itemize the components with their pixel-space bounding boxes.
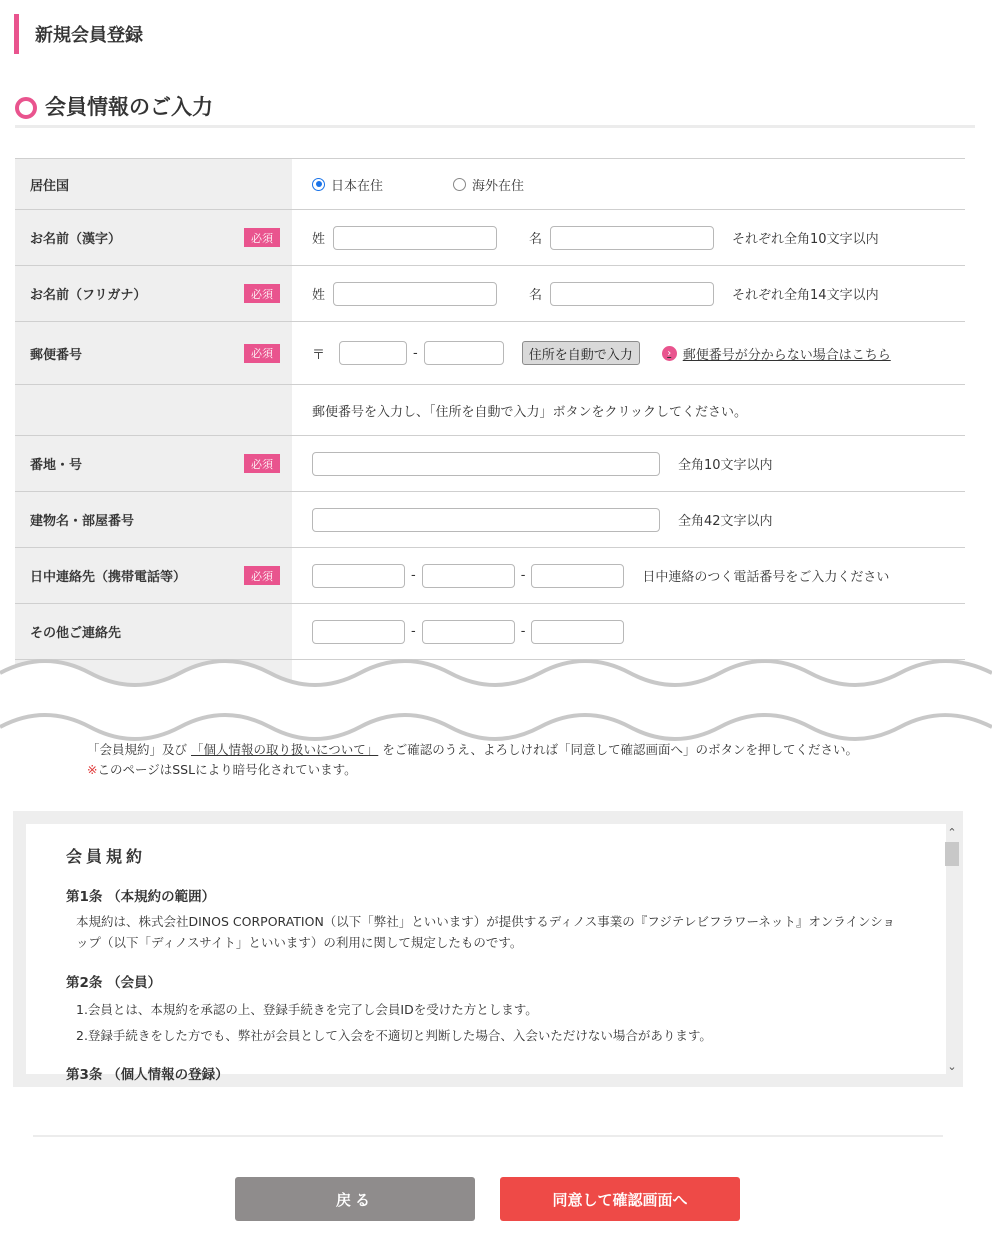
street-input[interactable] xyxy=(312,452,660,476)
row-name-kana: お名前（フリガナ） 必須 姓 名 それぞれ全角14文字以内 xyxy=(15,266,965,322)
required-badge: 必須 xyxy=(244,284,280,303)
daytime-phone-3-input[interactable] xyxy=(531,564,624,588)
chevron-up-icon[interactable]: ⌃ xyxy=(947,825,957,839)
agree-confirm-button[interactable]: 同意して確認画面へ xyxy=(500,1177,740,1221)
terms-title: 会員規約 xyxy=(66,847,147,866)
row-street: 番地・号 必須 全角10文字以内 xyxy=(15,436,965,492)
row-label: 居住国 xyxy=(15,159,292,209)
auto-address-button[interactable]: 住所を自動で入力 xyxy=(522,341,640,365)
required-badge: 必須 xyxy=(244,344,280,363)
back-button[interactable]: 戻る xyxy=(235,1177,475,1221)
ssl-notice: このページはSSLにより暗号化されています。 xyxy=(97,762,357,777)
postal-code-1-input[interactable] xyxy=(339,341,407,365)
section-title: 会員情報のご入力 xyxy=(45,95,213,119)
required-badge: 必須 xyxy=(244,566,280,585)
last-name-kana-input[interactable] xyxy=(333,282,497,306)
radio-unchecked-icon[interactable] xyxy=(453,178,466,191)
section-heading xyxy=(15,92,975,128)
required-badge: 必須 xyxy=(244,228,280,247)
row-residence xyxy=(15,159,965,210)
daytime-phone-1-input[interactable] xyxy=(312,564,405,588)
building-input[interactable] xyxy=(312,508,660,532)
radio-japan[interactable]: 日本在住 xyxy=(312,175,383,194)
other-phone-1-input[interactable] xyxy=(312,620,405,644)
circle-icon xyxy=(15,97,37,119)
daytime-phone-2-input[interactable] xyxy=(422,564,515,588)
required-badge: 必須 xyxy=(244,454,280,473)
row-building: 建物名・部屋番号 全角42文字以内 xyxy=(15,492,965,548)
row-postal: 郵便番号 必須 〒 - 住所を自動で入力 › 郵便番号が分からない場合はこちら xyxy=(15,322,965,385)
postal-code-2-input[interactable] xyxy=(424,341,504,365)
row-other-phone: その他ご連絡先 - - xyxy=(15,604,965,660)
other-phone-2-input[interactable] xyxy=(422,620,515,644)
first-name-kanji-input[interactable] xyxy=(550,226,714,250)
chevron-right-icon: › xyxy=(662,346,677,361)
terms-scrollbar[interactable] xyxy=(944,824,960,1074)
row-postal-hint: 郵便番号を入力し、「住所を自動で入力」ボタンをクリックしてください。 xyxy=(15,385,965,436)
agreement-notice: 「会員規約」及び 「個人情報の取り扱いについて」 をご確認のうえ、よろしければ「同意して確認画面へ」のボタンを押してください。 ※このページはSSLにより暗号化されています。 xyxy=(87,742,859,777)
postal-mark: 〒 xyxy=(312,347,326,363)
other-phone-3-input[interactable] xyxy=(531,620,624,644)
first-name-kana-input[interactable] xyxy=(550,282,714,306)
terms-panel xyxy=(13,811,963,1087)
radio-overseas[interactable]: 海外在住 xyxy=(453,175,524,194)
page-break-wave xyxy=(0,655,992,745)
page-title: 新規会員登録 xyxy=(14,14,143,54)
row-daytime-phone: 日中連絡先（携帯電話等） 必須 - - 日中連絡のつく電話番号をご入力ください xyxy=(15,548,965,604)
radio-checked-icon[interactable] xyxy=(312,178,325,191)
privacy-policy-link[interactable]: 「個人情報の取り扱いについて」 xyxy=(191,742,379,757)
scroll-thumb[interactable] xyxy=(945,842,959,866)
residence-options xyxy=(292,159,965,209)
divider xyxy=(33,1135,943,1137)
postal-lookup-link[interactable]: › 郵便番号が分からない場合はこちら xyxy=(662,344,891,363)
terms-scroll-box[interactable]: 会員規約 第1条 （本規約の範囲） 本規約は、株式会社DINOS CORPORATION（以下「弊社」といいます）が提供するディノス事業の『フジテレビフラワーネット』オンラインショップ（以下「ディノスサイト」といいます）の利用に関して規定したものです。 第2条 （会員） 1.会員とは、本規約を承認の上、登録手続きを完了し会員IDを受けた方とします。 2.登録手続きをした方でも、弊社が会員として入会を不適切と判断した場合、入会いただけない場合があります。 第3条 （個人情報の登録） xyxy=(26,824,946,1074)
member-form xyxy=(15,158,965,700)
chevron-down-icon[interactable]: ⌄ xyxy=(947,1059,957,1073)
last-name-kanji-input[interactable] xyxy=(333,226,497,250)
row-name-kanji: お名前（漢字） 必須 姓 名 それぞれ全角10文字以内 xyxy=(15,210,965,266)
